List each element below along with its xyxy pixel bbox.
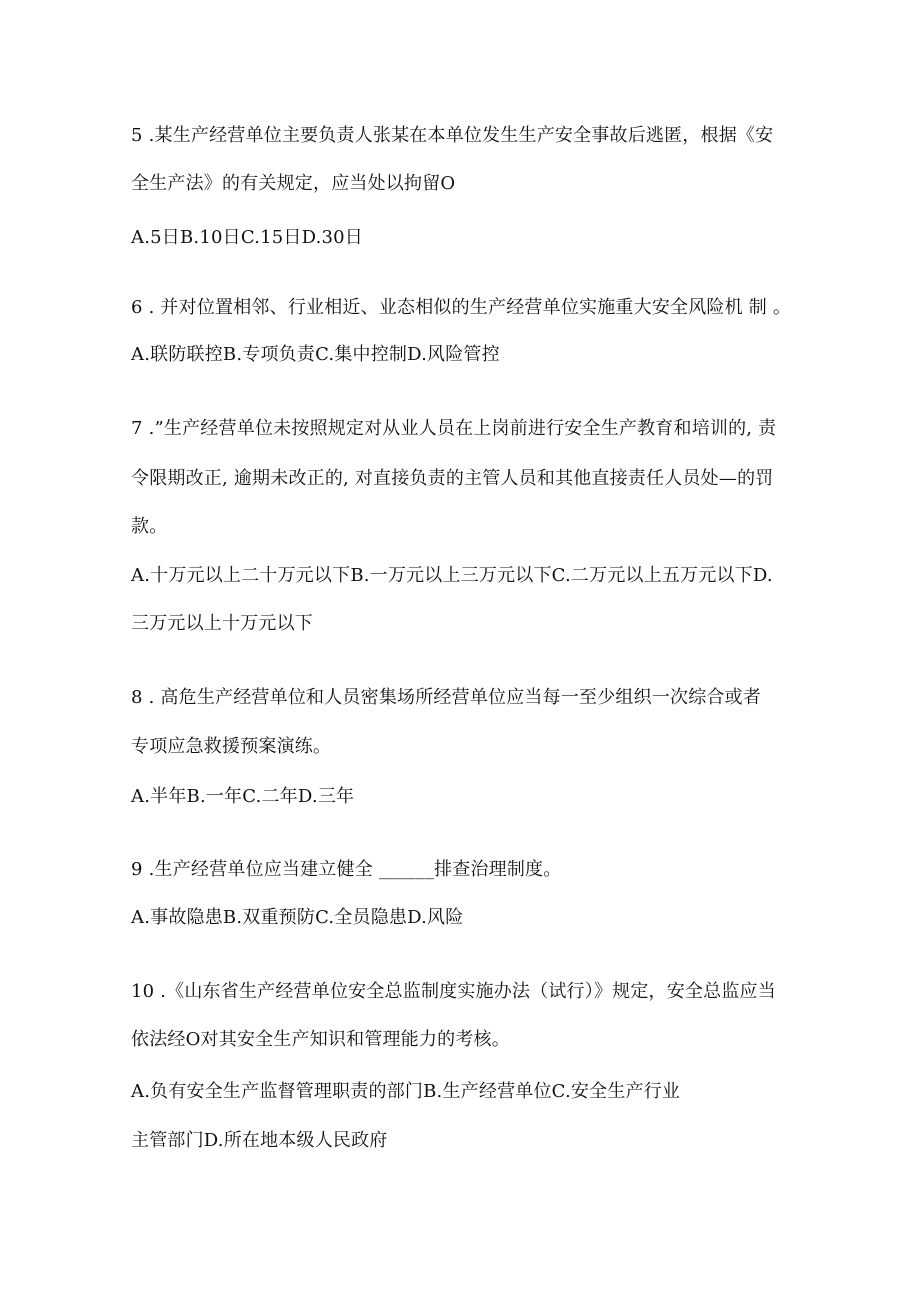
question-9-options: A.事故隐患B.双重预防C.全员隐患D.风险 [131, 907, 464, 928]
question-10-line-1: 10 .《山东省生产经营单位安全总监制度实施办法（试行）》规定，安全总监应当 [131, 981, 776, 1002]
question-7-line-1: 7 .”生产经营单位未按照规定对从业人员在上岗前进行安全生产教育和培训的, 责 [131, 418, 777, 439]
question-7-line-2: 令限期改正, 逾期未改正的, 对直接负责的主管人员和其他直接责任人员处—的罚 [131, 468, 774, 489]
question-7-options-line-1: A.十万元以上二十万元以下B.一万元以上三万元以下C.二万元以上五万元以下D. [131, 565, 773, 586]
question-6-options: A.联防联控B.专项负责C.集中控制D.风险管控 [131, 344, 500, 365]
question-7-options-line-2: 三万元以上十万元以下 [131, 613, 313, 634]
question-10-options-line-1: A.负有安全生产监督管理职责的部门B.生产经营单位C.安全生产行业 [131, 1081, 681, 1102]
question-7-line-3: 款。 [131, 516, 168, 537]
question-8-options: A.半年B.一年C.二年D.三年 [131, 786, 355, 807]
question-9-line-1: 9 .生产经营单位应当建立健全 ______排查治理制度。 [131, 859, 562, 880]
question-8-line-1: 8 . 高危生产经营单位和人员密集场所经营单位应当每一至少组织一次综合或者 [131, 687, 762, 708]
question-5-options: A.5日B.10日C.15日D.30日 [131, 227, 363, 248]
question-5-line-2: 全生产法》的有关规定，应当处以拘留O [131, 173, 456, 194]
question-8-line-2: 专项应急救援预案演练。 [131, 736, 332, 757]
question-6-line-1: 6 . 并对位置相邻、行业相近、业态相似的生产经营单位实施重大安全风险机 制 。 [131, 297, 792, 318]
question-10-options-line-2: 主管部门D.所在地本级人民政府 [131, 1130, 388, 1151]
question-5-line-1: 5 .某生产经营单位主要负责人张某在本单位发生生产安全事故后逃匿，根据《安 [131, 125, 774, 146]
question-10-line-2: 依法经O对其安全生产知识和管理能力的考核。 [131, 1029, 510, 1050]
